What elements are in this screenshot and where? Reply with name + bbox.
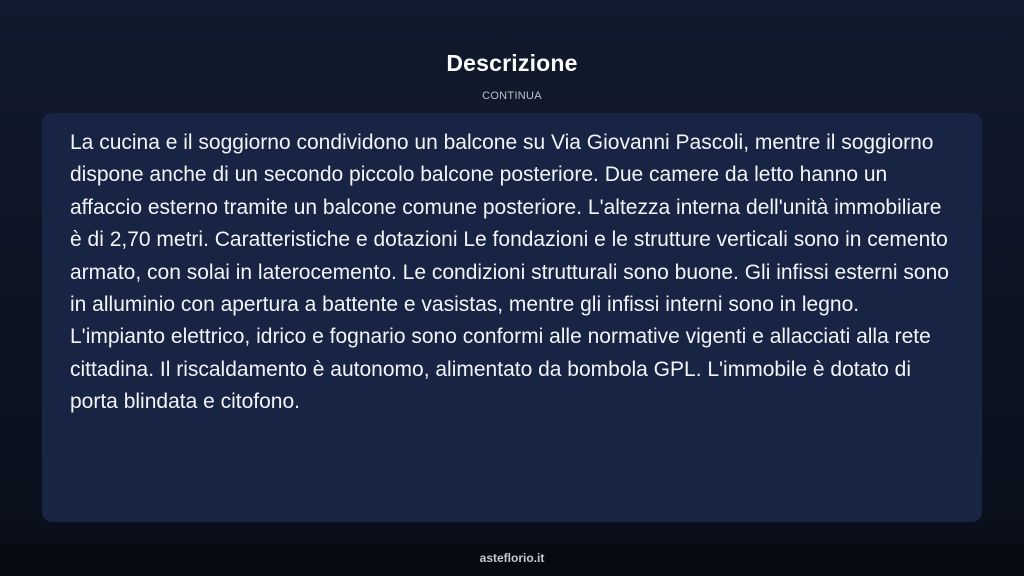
continue-label: CONTINUA [482, 90, 542, 102]
page-title: Descrizione [446, 50, 578, 76]
description-text: La cucina e il soggiorno condividono un balcone su Via Giovanni Pascoli, mentre il soggiorno dispone anche di un secondo piccolo balcone posteriore. Due camere da letto hanno un affaccio esterno tramite un balcone comune posteriore. L'altezza interna dell'unità immobiliare è di 2,70 metri. Caratteristiche e dotazioni Le fondazioni e le strutture verticali sono in cemento armato, con solai in laterocemento. Le condizioni strutturali sono buone. Gli infissi esterni sono in alluminio con apertura a battente e vasistas, mentre gli infissi interni sono in legno. L'impianto elettrico, idrico e fognario sono conformi alle normative vigenti e allacciati alla rete cittadina. Il riscaldamento è autonomo, alimentato da bombola GPL. L'immobile è dotato di porta blindata e citofono. [70, 131, 949, 414]
footer-bar [0, 544, 1024, 576]
description-card [42, 113, 982, 522]
footer-brand: asteflorio.it [479, 551, 545, 565]
